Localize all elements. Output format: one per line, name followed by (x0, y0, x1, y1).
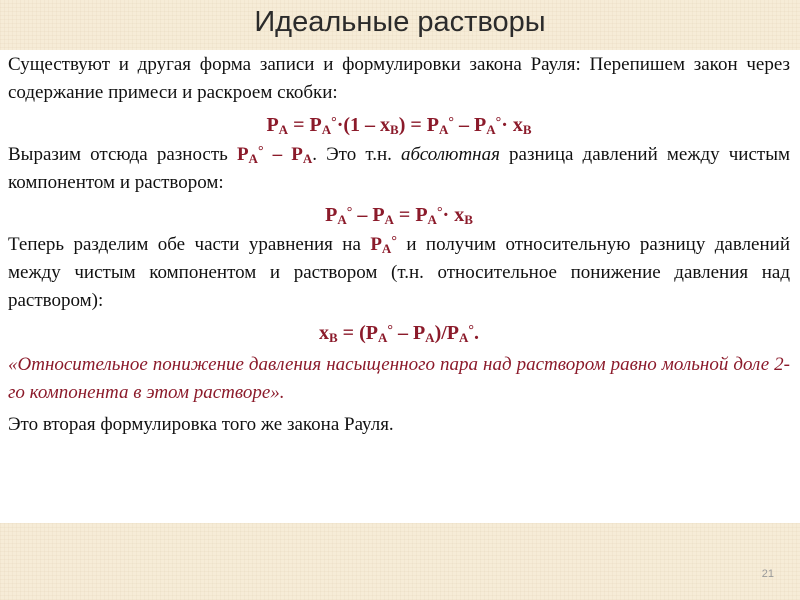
slide-title: Идеальные растворы (254, 6, 546, 38)
paragraph-relative-difference: Теперь разделим обе части уравнения на $P_A^\circ$ и получим относительную разницу давлений между чистым компонентом и раствором (т.н. относительное понижение давления над раствором): (8, 234, 790, 311)
formula-raoult-expanded: $P_A = P_A^\circ\cdot(1 - x_B) = P_A^\circ - P_A^\circ\cdot x_B$ (266, 114, 532, 137)
content-box (0, 50, 800, 523)
inline-formula-pure-pressure: $P_A^\circ$ (370, 234, 397, 256)
formula-relative-lowering: $x_B = (P_A^\circ - P_A)/P_A^\circ$. (319, 322, 479, 345)
formula-absolute-lowering: $P_A^\circ - P_A = P_A^\circ\cdot x_B$ (325, 204, 473, 227)
paragraph-absolute-difference: Выразим отсюда разность $P_A^\circ - P_A$. Это т.н. абсолютная разница давлений между чистым компонентом и раствором: (8, 144, 790, 193)
page-number: 21 (761, 568, 774, 580)
paragraph-conclusion: Это вторая формулировка того же закона Рауля. (8, 414, 394, 435)
inline-formula-pressure-difference: $P_A^\circ - P_A$ (236, 144, 313, 166)
raoult-law-quote: «Относительное понижение давления насыщенного пара над раствором равно мольной доле 2-го компонента в этом растворе». (8, 354, 790, 403)
paragraph-intro: Существуют и другая форма записи и формулировки закона Рауля: Перепишем закон через содержание примеси и раскроем скобки: (8, 54, 790, 103)
